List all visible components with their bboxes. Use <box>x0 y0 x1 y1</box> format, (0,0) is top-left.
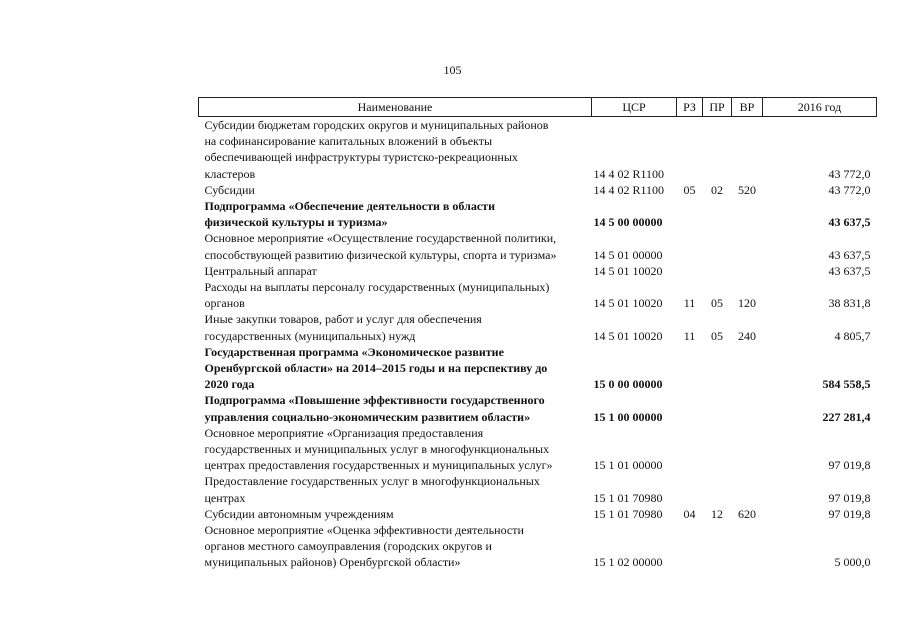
row-name-line: кластеров <box>204 166 256 181</box>
row-name-line: Предоставление государственных услуг в многофункциональных <box>204 474 540 489</box>
table-body <box>199 117 877 571</box>
row-sum: 584 558,5 <box>822 377 871 392</box>
row-name-line: Субсидии <box>204 182 255 197</box>
header-pr: ПР <box>703 98 732 117</box>
row-name <box>199 425 592 474</box>
row-name <box>199 506 592 522</box>
table-row <box>199 344 877 393</box>
row-vr <box>732 263 763 279</box>
row-name <box>199 263 592 279</box>
row-name-line: Основное мероприятие «Оценка эффективности деятельности <box>204 523 524 538</box>
row-csr: 14 4 02 R1100 <box>593 166 665 181</box>
table-row <box>199 392 877 424</box>
row-csr: 15 1 02 00000 <box>593 555 663 570</box>
row-rz <box>677 230 703 262</box>
row-name-line: 2020 года <box>204 377 255 392</box>
table-row <box>199 506 877 522</box>
row-pr <box>703 263 732 279</box>
row-rz <box>677 425 703 474</box>
row-pr <box>703 392 732 424</box>
row-rz: 11 <box>683 328 696 343</box>
row-pr <box>703 344 732 393</box>
row-sum: 43 772,0 <box>828 166 871 181</box>
row-csr: 14 5 01 00000 <box>593 247 663 262</box>
row-rz <box>677 344 703 393</box>
row-sum: 43 637,5 <box>828 247 871 262</box>
row-name-line: Подпрограмма «Повышение эффективности государственного <box>204 393 545 408</box>
row-name-line: физической культуры и туризма» <box>204 215 388 230</box>
row-rz <box>677 117 703 182</box>
header-vr: ВР <box>732 98 763 117</box>
row-csr: 14 5 00 00000 <box>593 215 663 230</box>
row-name-line: Расходы на выплаты персоналу государственных (муниципальных) <box>204 280 550 295</box>
row-name-line: Государственная программа «Экономическое развитие <box>204 344 504 359</box>
row-pr <box>703 117 732 182</box>
row-vr <box>732 198 763 230</box>
row-pr: 05 <box>711 296 723 311</box>
row-name-line: Иные закупки товаров, работ и услуг для обеспечения <box>204 312 482 327</box>
row-name-line: центрах <box>204 490 246 505</box>
row-name-line: Субсидии бюджетам городских округов и муниципальных районов <box>204 118 549 132</box>
table-row <box>199 425 877 474</box>
table-row <box>199 117 877 182</box>
row-name-line: на софинансирование капитальных вложений в объекты <box>204 134 493 149</box>
row-csr: 15 1 00 00000 <box>593 409 663 424</box>
row-csr: 15 1 01 70980 <box>593 490 663 505</box>
row-sum: 43 772,0 <box>828 182 871 197</box>
row-vr <box>732 522 763 571</box>
row-name <box>199 198 592 230</box>
row-rz <box>677 522 703 571</box>
row-csr: 14 5 01 10020 <box>593 296 663 311</box>
row-name-line: государственных (муниципальных) нужд <box>204 328 416 343</box>
row-name-line: органов местного самоуправления (городских округов и <box>204 539 492 554</box>
table-row <box>199 279 877 311</box>
row-pr: 12 <box>711 506 723 521</box>
row-vr <box>732 344 763 393</box>
table-row <box>199 230 877 262</box>
row-name-line: Подпрограмма «Обеспечение деятельности в области <box>204 199 495 214</box>
row-name-line: способствующей развитию физической культуры, спорта и туризма» <box>204 247 557 262</box>
row-name-line: Субсидии автономным учреждениям <box>204 506 394 521</box>
row-sum: 38 831,8 <box>828 296 871 311</box>
row-pr: 05 <box>711 328 723 343</box>
page-number: 105 <box>443 63 462 77</box>
row-pr <box>703 473 732 505</box>
row-name <box>199 117 592 182</box>
row-sum: 97 019,8 <box>828 490 871 505</box>
row-vr <box>732 392 763 424</box>
row-vr <box>732 230 763 262</box>
row-sum: 97 019,8 <box>828 458 871 473</box>
row-vr: 520 <box>738 182 756 197</box>
table-row <box>199 198 877 230</box>
row-pr <box>703 198 732 230</box>
table-row <box>199 182 877 198</box>
row-rz: 04 <box>683 506 696 521</box>
row-sum: 227 281,4 <box>822 409 871 424</box>
row-csr: 14 5 01 10020 <box>593 263 663 278</box>
table-row <box>199 311 877 343</box>
row-name <box>199 182 592 198</box>
row-rz <box>677 263 703 279</box>
row-name-line: обеспечивающей инфраструктуры туристско-рекреационных <box>204 150 518 165</box>
row-pr <box>703 522 732 571</box>
row-name-line: Оренбургской области» на 2014–2015 годы и на перспективу до <box>204 361 548 376</box>
header-name: Наименование <box>199 98 592 117</box>
row-vr <box>732 117 763 182</box>
row-vr <box>732 425 763 474</box>
row-name-line: Основное мероприятие «Осуществление государственной политики, <box>204 231 557 246</box>
row-vr <box>732 473 763 505</box>
row-name-line: центрах предоставления государственных и муниципальных услуг» <box>204 458 553 473</box>
row-name <box>199 311 592 343</box>
row-sum: 4 805,7 <box>834 328 871 343</box>
row-csr: 15 0 00 00000 <box>593 377 663 392</box>
row-name <box>199 230 592 262</box>
row-name <box>199 522 592 571</box>
row-name-line: государственных и муниципальных услуг в многофункциональных <box>204 442 550 457</box>
table-row <box>199 522 877 571</box>
row-csr: 15 1 01 00000 <box>593 458 663 473</box>
row-rz: 11 <box>683 296 696 311</box>
row-csr: 15 1 01 70980 <box>593 506 663 521</box>
budget-table <box>198 97 877 571</box>
row-name <box>199 473 592 505</box>
row-sum: 43 637,5 <box>828 263 871 278</box>
row-sum: 5 000,0 <box>834 555 871 570</box>
table-row <box>199 263 877 279</box>
header-rz: РЗ <box>677 98 703 117</box>
row-pr <box>703 425 732 474</box>
row-name <box>199 279 592 311</box>
row-vr: 120 <box>738 296 756 311</box>
row-name-line: управления социально-экономическим развитием области» <box>204 409 531 424</box>
row-name <box>199 344 592 393</box>
row-name <box>199 392 592 424</box>
row-csr: 14 4 02 R1100 <box>593 182 665 197</box>
row-name-line: органов <box>204 296 245 311</box>
row-name-line: Центральный аппарат <box>204 263 317 278</box>
table-row <box>199 473 877 505</box>
row-rz <box>677 198 703 230</box>
header-year: 2016 год <box>763 98 877 117</box>
row-name-line: Основное мероприятие «Организация предоставления <box>204 425 484 440</box>
row-pr <box>703 230 732 262</box>
row-name-line: муниципальных районов) Оренбургской области» <box>204 555 461 570</box>
row-sum: 97 019,8 <box>828 506 871 521</box>
row-pr: 02 <box>711 182 723 197</box>
row-vr: 620 <box>738 506 756 521</box>
row-sum: 43 637,5 <box>828 215 871 230</box>
header-row <box>199 98 877 117</box>
row-vr: 240 <box>738 328 756 343</box>
header-csr: ЦСР <box>592 98 677 117</box>
row-rz: 05 <box>683 182 696 197</box>
row-rz <box>677 392 703 424</box>
row-csr: 14 5 01 10020 <box>593 328 663 343</box>
row-rz <box>677 473 703 505</box>
